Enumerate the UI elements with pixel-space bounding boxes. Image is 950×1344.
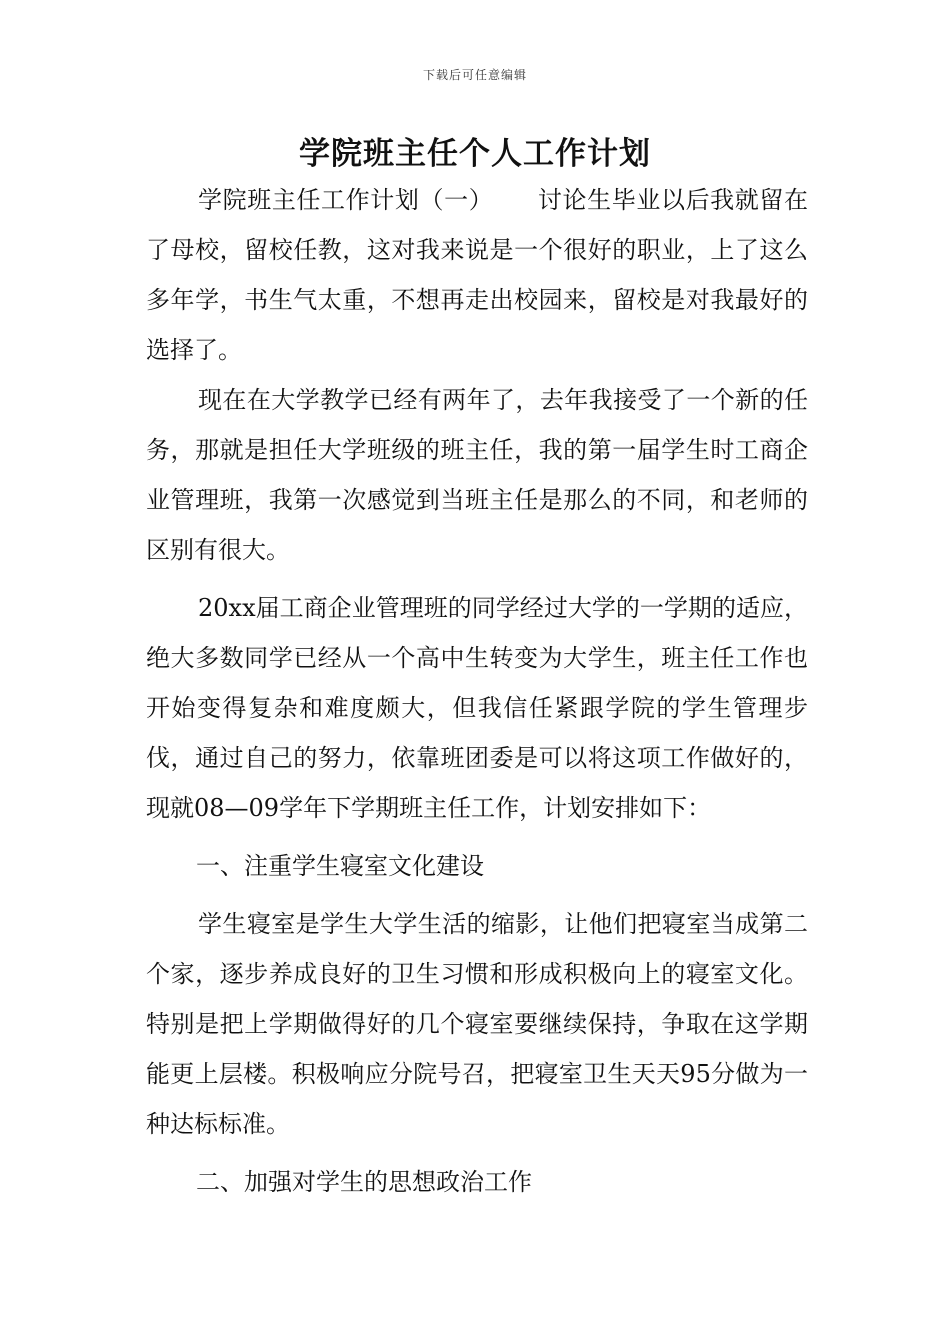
section-1-paragraph: 学生寝室是学生大学生活的缩影，让他们把寝室当成第二个家，逐步养成良好的卫生习惯和形成积极向上的寝室文化。特别是把上学期做得好的几个寝室要继续保持，争取在这学期能更上层楼。积极响应分院号召，把寝室卫生天天95分做为一种达标标准。	[146, 910, 808, 1138]
section-2-heading: 二、加强对学生的思想政治工作	[196, 1168, 532, 1196]
intro-text: 讨论生毕业以后我就留在了母校，留校任教，这对我来说是一个很好的职业，上了这么多年学，书生气太重，不想再走出校园来，留校是对我最好的选择了。	[146, 186, 809, 364]
body-paragraph-1: 现在在大学教学已经有两年了，去年我接受了一个新的任务，那就是担任大学班级的班主任，我的第一届学生时工商企业管理班，我第一次感觉到当班主任是那么的不同，和老师的区别有很大。	[146, 386, 808, 564]
document-title: 学院班主任个人工作计划	[299, 136, 651, 172]
header-note: 下载后可任意编辑	[422, 68, 527, 82]
intro-paragraph	[146, 175, 808, 375]
intro-label: 学院班主任工作计划（一）	[198, 186, 494, 214]
document-body	[146, 175, 808, 1215]
body-paragraph-2: 20xx届工商企业管理班的同学经过大学的一学期的适应，绝大多数同学已经从一个高中生转变为大学生，班主任工作也开始变得复杂和难度颇大，但我信任紧跟学院的学生管理步伐，通过自己的努力，依靠班团委是可以将这项工作做好的，现就08—09学年下学期班主任工作，计划安排如下：	[146, 594, 808, 822]
section-1-heading: 一、注重学生寝室文化建设	[196, 852, 484, 880]
